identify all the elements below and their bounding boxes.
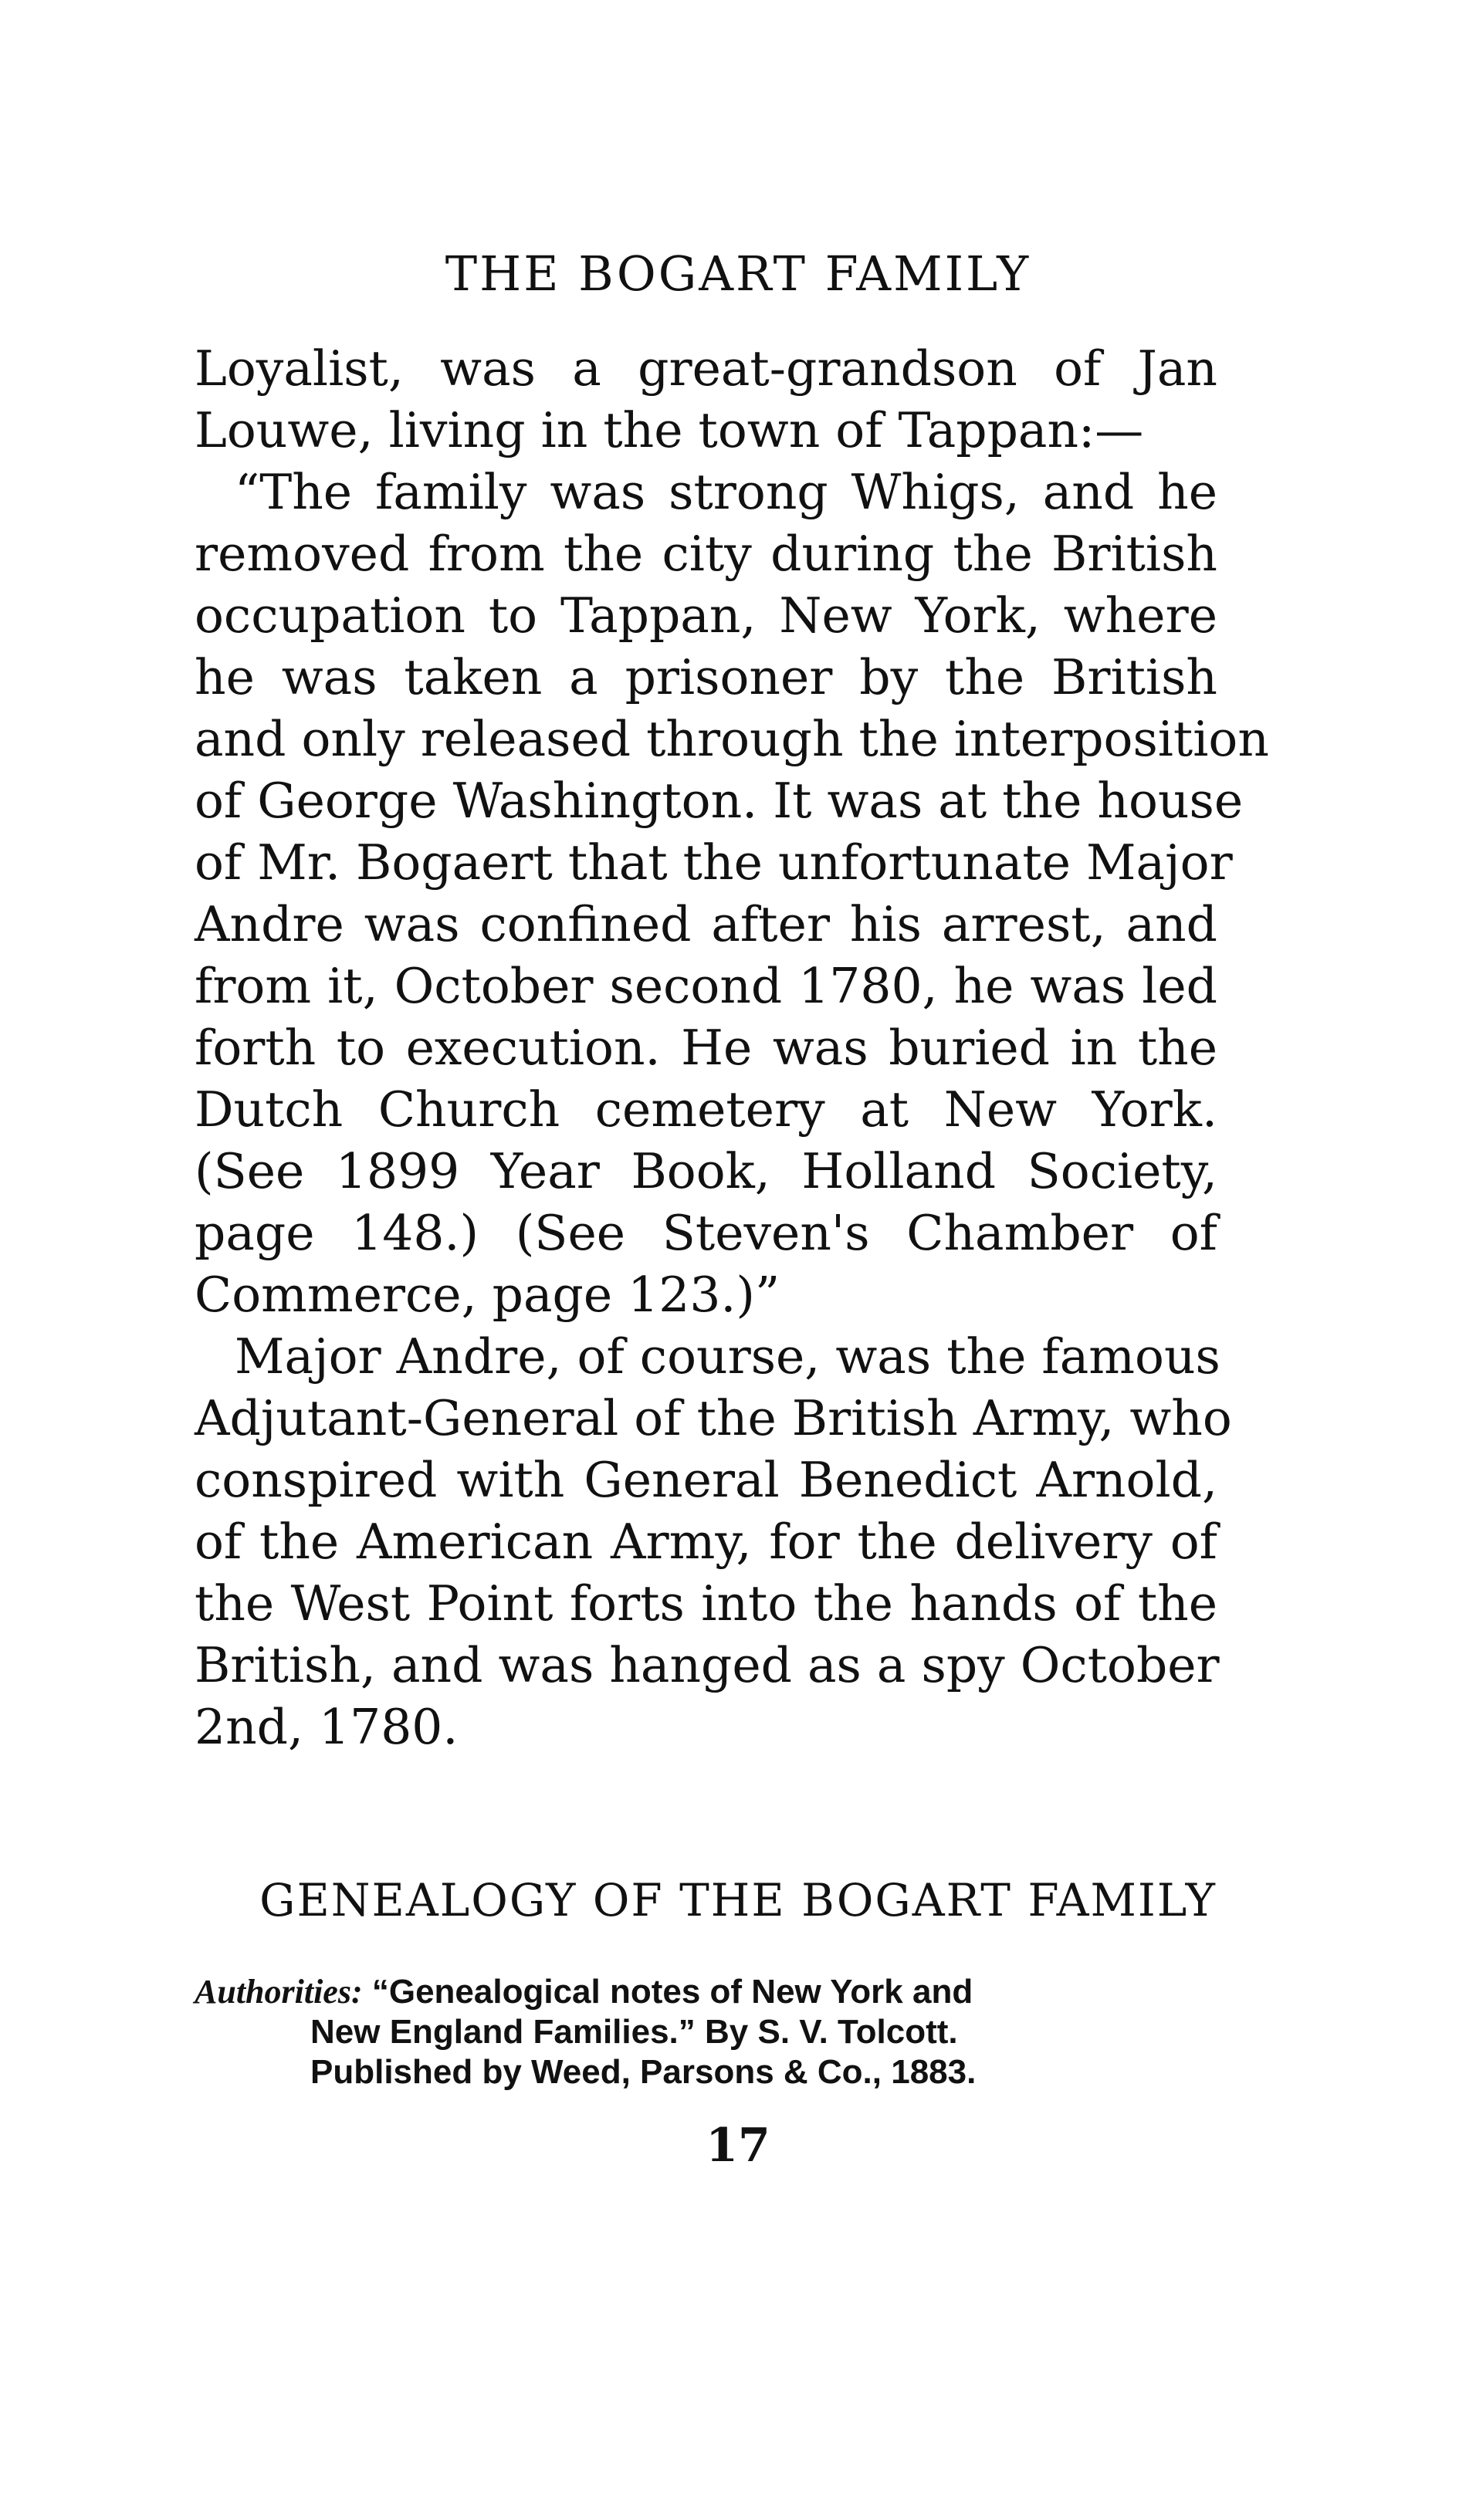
text-line: Loyalist, was a great-grandson of Jan	[195, 340, 1217, 397]
text-line: the West Point forts into the hands of the	[195, 1575, 1217, 1632]
authorities-label: Authorities:	[195, 1973, 363, 2011]
text-line: of the American Army, for the delivery of	[195, 1514, 1217, 1570]
running-head: THE BOGART FAMILY	[445, 245, 1031, 302]
text-line: Andre was confined after his arrest, and	[195, 896, 1217, 952]
authorities-first-line	[195, 1972, 1275, 2012]
authorities-citation-start: “Genealogical notes of New York and	[371, 1973, 973, 2011]
text-line: Adjutant-General of the British Army, who	[195, 1390, 1232, 1446]
authorities-note	[195, 1972, 1275, 2092]
text-line: forth to execution. He was buried in the	[195, 1020, 1217, 1076]
text-line: removed from the city during the British	[195, 526, 1217, 582]
text-line: of George Washington. It was at the house	[195, 773, 1244, 829]
paragraph-opening-line: Major Andre, of course, was the famous	[235, 1328, 1220, 1385]
page-number: 17	[706, 2119, 770, 2173]
text-line: he was taken a prisoner by the British	[195, 649, 1217, 705]
text-line: British, and was hanged as a spy October	[195, 1637, 1220, 1693]
quote-opening-line: “The family was strong Whigs, and he	[235, 464, 1217, 520]
authorities-citation-line: New England Families.” By S. V. Tolcott.	[310, 2013, 958, 2051]
text-line: Louwe, living in the town of Tappan:—	[195, 402, 1144, 458]
text-line: of Mr. Bogaert that the unfortunate Major	[195, 834, 1233, 891]
text-line: Dutch Church cemetery at New York.	[195, 1081, 1217, 1138]
text-line: (See 1899 Year Book, Holland Society,	[195, 1143, 1217, 1199]
text-line: occupation to Tappan, New York, where	[195, 587, 1217, 644]
body-text	[195, 338, 1269, 1758]
text-line: and only released through the interposition	[195, 711, 1269, 767]
section-heading: GENEALOGY OF THE BOGART FAMILY	[259, 1874, 1217, 1926]
quote-closing-line: Commerce, page 123.)”	[195, 1267, 780, 1323]
text-line: conspired with General Benedict Arnold,	[195, 1452, 1217, 1508]
text-line: page 148.) (See Steven's Chamber of	[195, 1205, 1217, 1261]
text-line: from it, October second 1780, he was led	[195, 958, 1217, 1014]
authorities-publisher-line: Published by Weed, Parsons & Co., 1883.	[310, 2053, 977, 2091]
paragraph-closing-line: 2nd, 1780.	[195, 1699, 459, 1755]
